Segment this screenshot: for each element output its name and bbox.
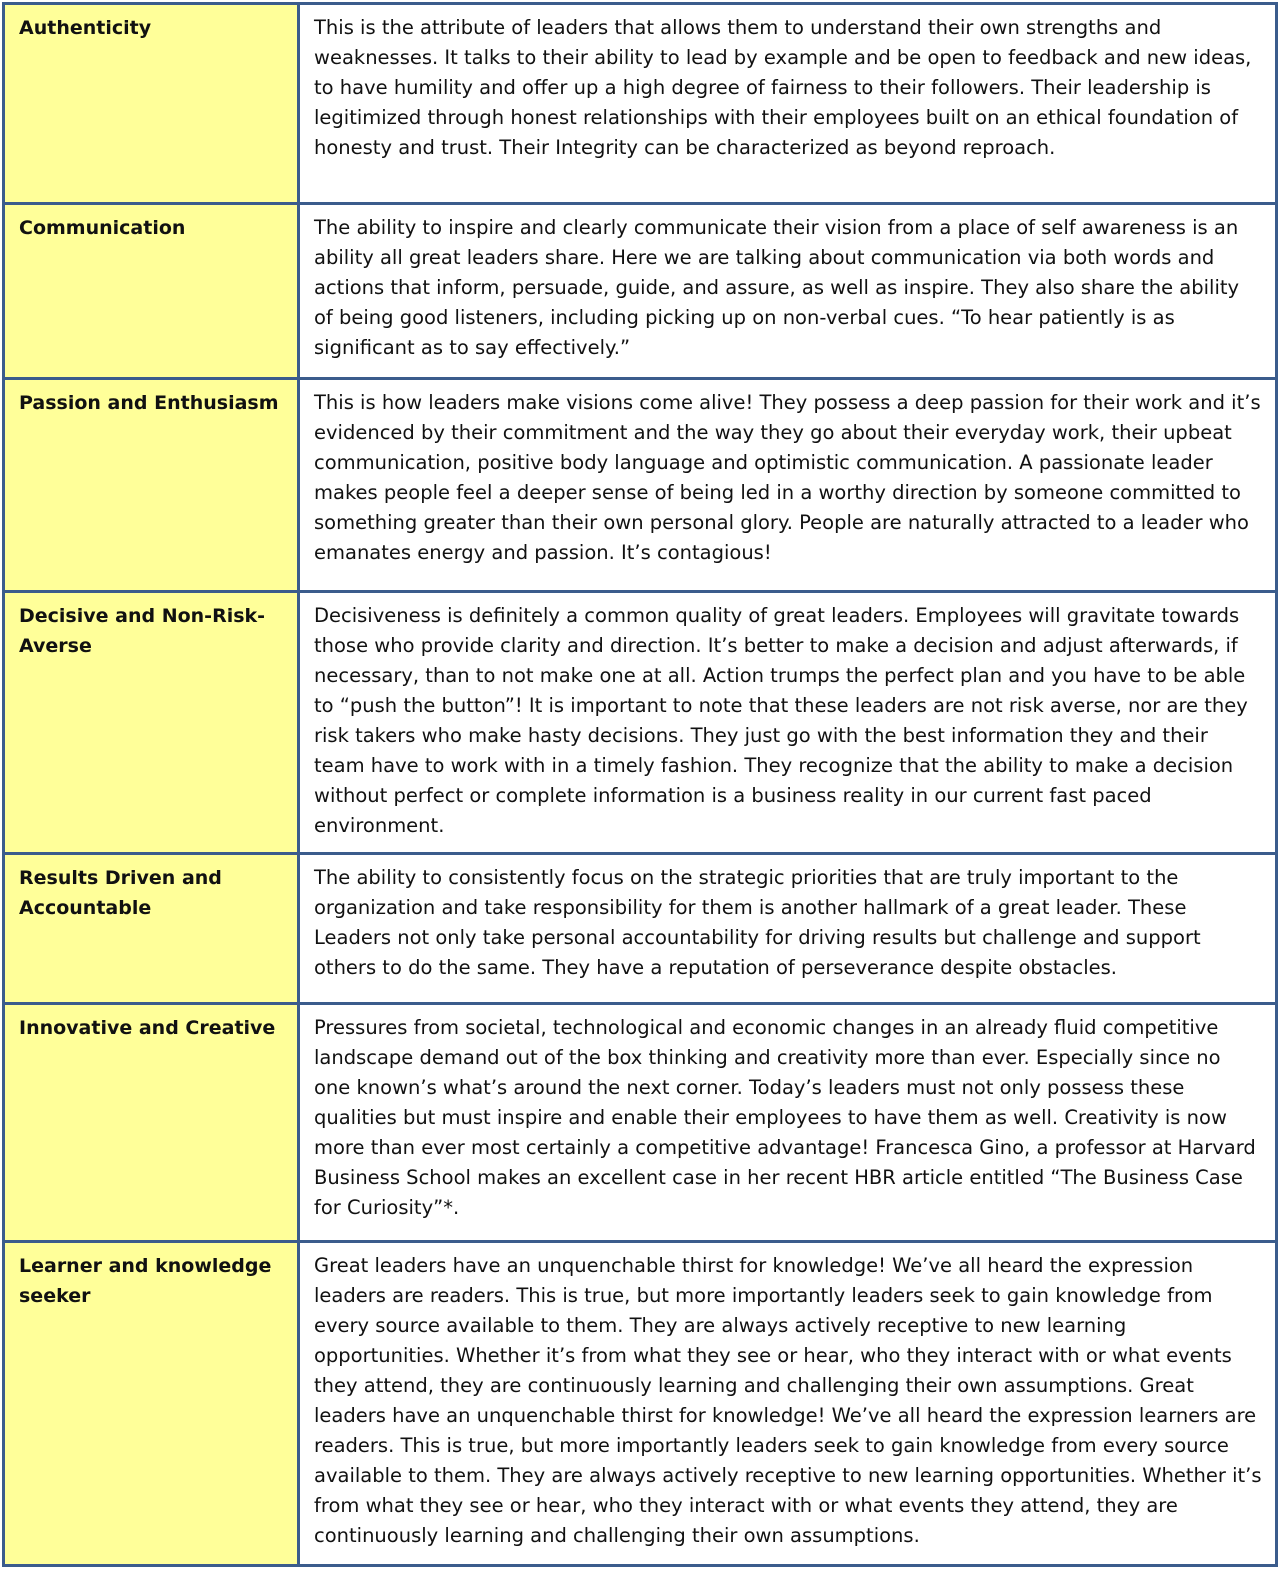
quality-term: Learner and knowledge seeker [5, 1243, 300, 1564]
table-row-results-driven-and-accountable [2, 852, 1278, 1002]
quality-description [300, 5, 1275, 202]
quality-description [300, 205, 1275, 377]
quality-description-text: Pressures from societal, technological and economic changes in an already fluid competitive landscape demand out of the box thinking and creativity more than ever. Especially since no one known’s what’s around the next corner. Today’s leaders must not only possess these qualities but must inspire and enable their employees to have them as well. Creativity is now more than ever most certainly a competitive advantage! Francesca Gino, a professor at Harvard Business School makes an excellent case in her recent HBR article entitled “The Business Case for Curiosity”*. [314, 1016, 1256, 1219]
leadership-qualities-table [2, 2, 1278, 1567]
quality-description [300, 1005, 1275, 1240]
quality-term: Innovative and Creative [5, 1005, 300, 1240]
quality-term: Authenticity [5, 5, 300, 202]
quality-term: Passion and Enthusiasm [5, 380, 300, 590]
table-row-communication [2, 202, 1278, 377]
table-row-authenticity [2, 2, 1278, 202]
quality-description-text: This is the attribute of leaders that allows them to understand their own strengths and weaknesses. It talks to their ability to lead by example and be open to feedback and new ideas, to have humility and offer up a high degree of fairness to their followers. Their leadership is legitimized through honest relationships with their employees built on an ethical foundation of honesty and trust. Their Integrity can be characterized as beyond reproach. [314, 16, 1252, 159]
quality-term: Results Driven and Accountable [5, 855, 300, 1002]
quality-description [300, 380, 1275, 590]
quality-description-text: This is how leaders make visions come alive! They possess a deep passion for their work and it’s evidenced by their commitment and the way they go about their everyday work, their upbeat communication, positive body language and optimistic communication. A passionate leader makes people feel a deeper sense of being led in a worthy direction by someone committed to something greater than their own personal glory. People are naturally attracted to a leader who emanates energy and passion. It’s contagious! [314, 391, 1261, 564]
quality-description [300, 855, 1275, 1002]
quality-term: Decisive and Non-Risk-Averse [5, 593, 300, 852]
quality-description-text: Great leaders have an unquenchable thirst for knowledge! We’ve all heard the expression leaders are readers. This is true, but more importantly leaders seek to gain knowledge from every source available to them. They are always actively receptive to new learning opportunities. Whether it’s from what they see or hear, who they interact with or what events they attend, they are continuously learning and challenging their own assumptions. Great leaders have an unquenchable thirst for knowledge! We’ve all heard the expression learners are readers. This is true, but more importantly leaders seek to gain knowledge from every source available to them. They are always actively receptive to new learning opportunities. Whether it’s from what they see or hear, who they interact with or what events they attend, they are continuously learning and challenging their own assumptions. [314, 1254, 1262, 1547]
quality-description [300, 1243, 1275, 1564]
quality-description-text: The ability to consistently focus on the strategic priorities that are truly important to the organization and take responsibility for them is another hallmark of a great leader. These Leaders not only take personal accountability for driving results but challenge and support others to do the same. They have a reputation of perseverance despite obstacles. [314, 866, 1201, 979]
quality-term: Communication [5, 205, 300, 377]
quality-description-text: Decisiveness is definitely a common quality of great leaders. Employees will gravitate towards those who provide clarity and direction. It’s better to make a decision and adjust afterwards, if necessary, than to not make one at all. Action trumps the perfect plan and you have to be able to “push the button”! It is important to note that these leaders are not risk averse, nor are they risk takers who make hasty decisions. They just go with the best information they and their team have to work with in a timely fashion. They recognize that the ability to make a decision without perfect or complete information is a business reality in our current fast paced environment. [314, 604, 1248, 837]
quality-description-text: The ability to inspire and clearly communicate their vision from a place of self awareness is an ability all great leaders share. Here we are talking about communication via both words and actions that inform, persuade, guide, and assure, as well as inspire. They also share the ability of being good listeners, including picking up on non-verbal cues. “To hear patiently is as significant as to say effectively.” [314, 216, 1240, 359]
table-row-passion-and-enthusiasm [2, 377, 1278, 590]
quality-description [300, 593, 1275, 852]
table-row-innovative-and-creative [2, 1002, 1278, 1240]
table-row-learner-and-knowledge-seeker [2, 1240, 1278, 1567]
table-row-decisive-and-non-risk-averse [2, 590, 1278, 852]
